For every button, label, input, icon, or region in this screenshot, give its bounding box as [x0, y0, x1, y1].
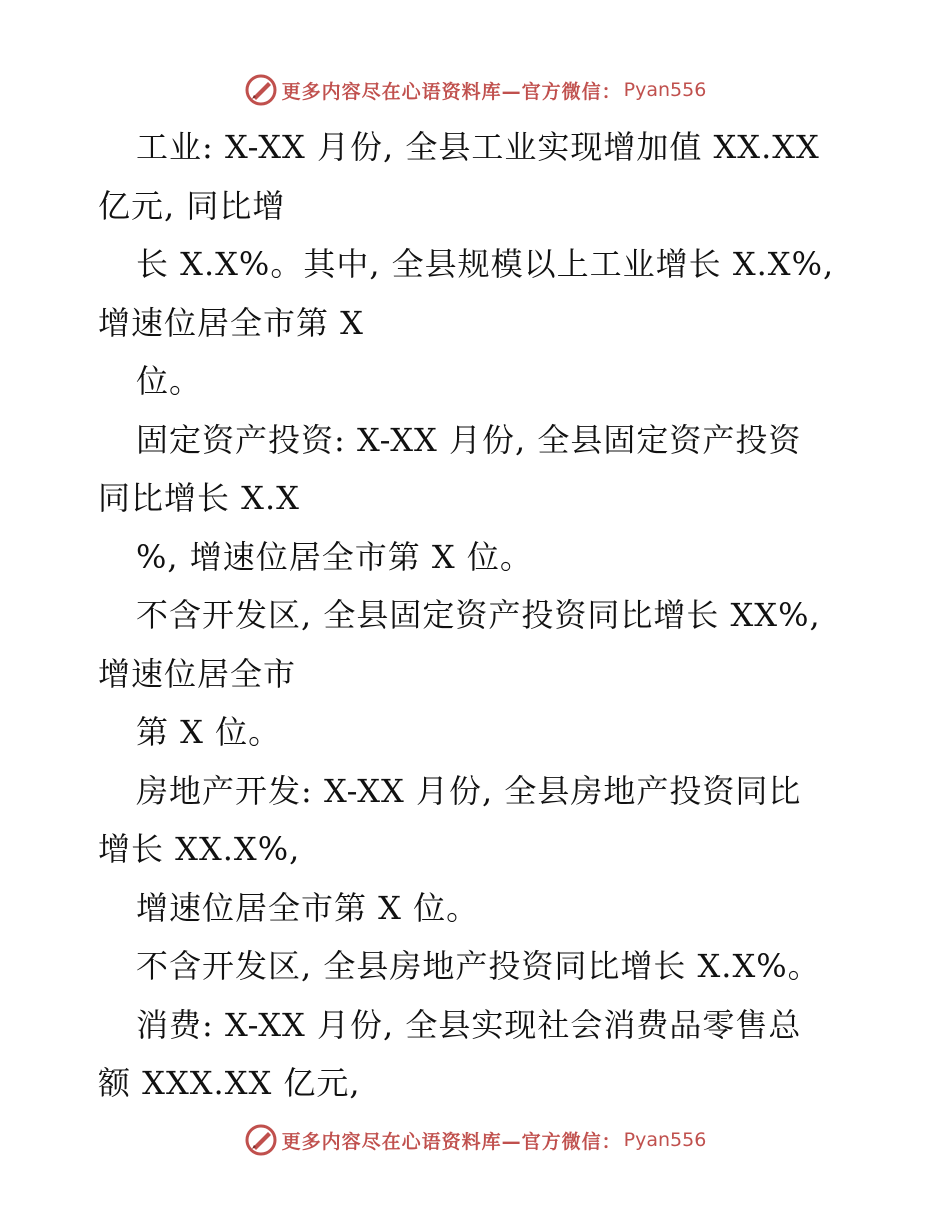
text-line: 增速位居全市第 X — [98, 303, 364, 342]
brand-logo-icon — [244, 1123, 278, 1157]
text-line: 固定资产投资: X-XX 月份, 全县固定资产投资 — [136, 420, 802, 459]
text-line: 不含开发区, 全县房地产投资同比增长 X.X%。 — [136, 947, 821, 985]
document-body — [98, 118, 838, 1113]
text-line: 工业: X-XX 月份, 全县工业实现增加值 XX.XX — [136, 128, 820, 166]
footer-brand-text: 更多内容尽在心语资料库—官方微信： — [281, 1130, 622, 1153]
text-line: 长 X.X%。其中, 全县规模以上工业增长 X.X%, — [136, 245, 835, 283]
footer-wechat-id: Pyan556 — [623, 1129, 707, 1151]
header-banner — [0, 70, 950, 110]
header-wechat-id: Pyan556 — [623, 79, 707, 101]
text-line: %, 增速位居全市第 X 位。 — [136, 537, 533, 576]
header-brand-text: 更多内容尽在心语资料库—官方微信： — [281, 80, 622, 103]
text-line: 增长 XX.X%, — [98, 830, 301, 868]
brand-logo-icon — [244, 73, 278, 107]
text-line: 位。 — [136, 362, 203, 400]
footer-banner — [0, 1120, 950, 1160]
text-line: 同比增长 X.X — [98, 479, 300, 517]
text-line: 房地产开发: X-XX 月份, 全县房地产投资同比 — [136, 771, 802, 810]
text-line: 消费: X-XX 月份, 全县实现社会消费品零售总 — [136, 1005, 802, 1044]
text-line: 增速位居全市第 X 位。 — [136, 888, 480, 927]
text-line: 第 X 位。 — [136, 713, 282, 751]
text-line: 不含开发区, 全县固定资产投资同比增长 XX%, — [136, 596, 821, 634]
text-line: 额 XXX.XX 亿元, — [98, 1064, 361, 1102]
text-line: 亿元, 同比增 — [98, 186, 286, 225]
text-line: 增速位居全市 — [98, 654, 297, 693]
